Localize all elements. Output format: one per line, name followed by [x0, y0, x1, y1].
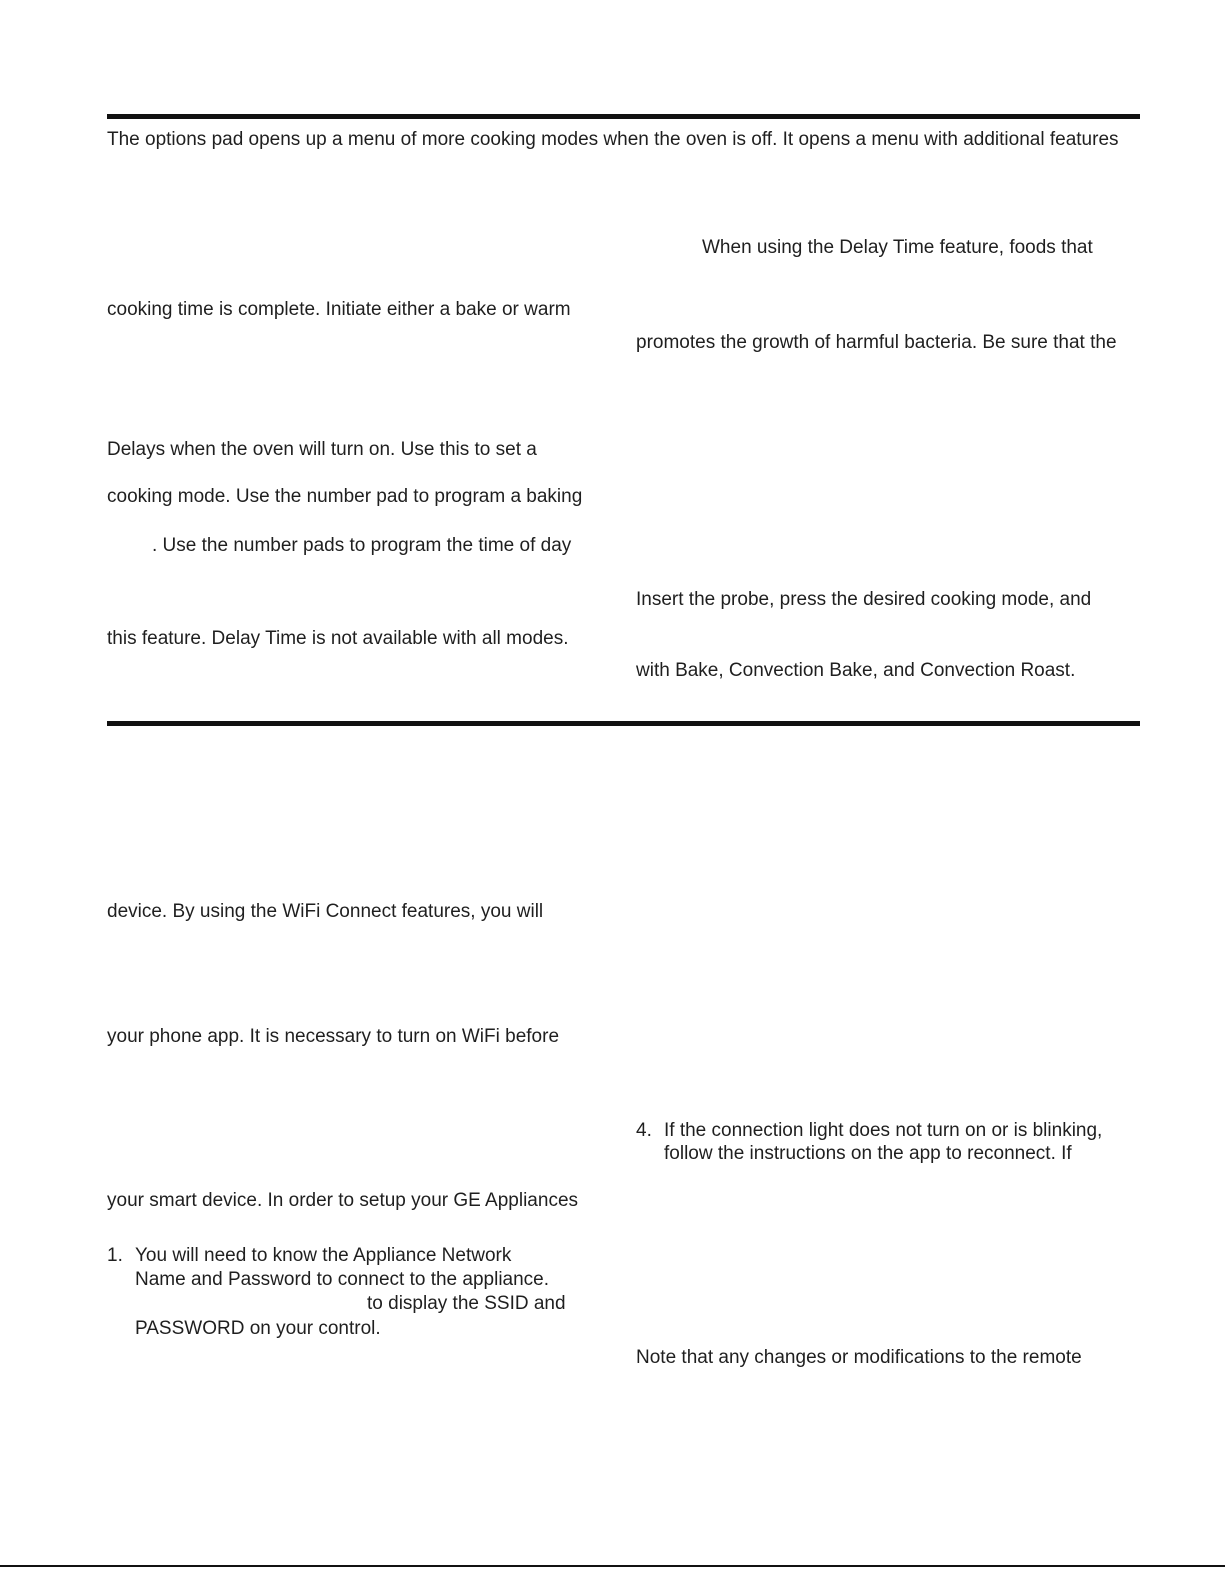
body-text-line: promotes the growth of harmful bacteria. Be sure that the	[636, 332, 1117, 353]
step-text-line: If the connection light does not turn on or is blinking,	[664, 1120, 1103, 1141]
step-text-line: Name and Password to connect to the appliance.	[135, 1269, 550, 1290]
body-text-line: Delays when the oven will turn on. Use this to set a	[107, 439, 537, 460]
body-text-line: cooking mode. Use the number pad to program a baking	[107, 486, 583, 507]
page-bottom-edge	[0, 1565, 1225, 1567]
body-text-line: Insert the probe, press the desired cooking mode, and	[636, 589, 1092, 610]
body-text-line: your smart device. In order to setup your GE Appliances	[107, 1190, 579, 1211]
section-divider-top	[107, 114, 1140, 119]
options-intro-text: The options pad opens up a menu of more cooking modes when the oven is off. It opens a menu with additional features	[107, 129, 1119, 150]
body-text-line: this feature. Delay Time is not available with all modes.	[107, 628, 569, 649]
body-text-line: device. By using the WiFi Connect features, you will	[107, 901, 544, 922]
step-text-line: to display the SSID and	[367, 1293, 566, 1314]
body-text-line: cooking time is complete. Initiate either a bake or warm	[107, 299, 571, 320]
step-text-line: You will need to know the Appliance Network	[135, 1245, 512, 1266]
body-text-line: When using the Delay Time feature, foods that	[702, 237, 1093, 258]
step-text-line: follow the instructions on the app to reconnect. If	[664, 1143, 1072, 1164]
step-text-line: PASSWORD on your control.	[135, 1318, 381, 1339]
section-divider-middle	[107, 721, 1140, 726]
step-number: 4.	[636, 1120, 652, 1141]
step-number: 1.	[107, 1245, 123, 1266]
body-text-line: your phone app. It is necessary to turn on WiFi before	[107, 1026, 560, 1047]
body-text-line: . Use the number pads to program the time of day	[152, 535, 572, 556]
body-text-line: with Bake, Convection Bake, and Convection Roast.	[636, 660, 1076, 681]
note-text: Note that any changes or modifications to the remote	[636, 1347, 1082, 1368]
